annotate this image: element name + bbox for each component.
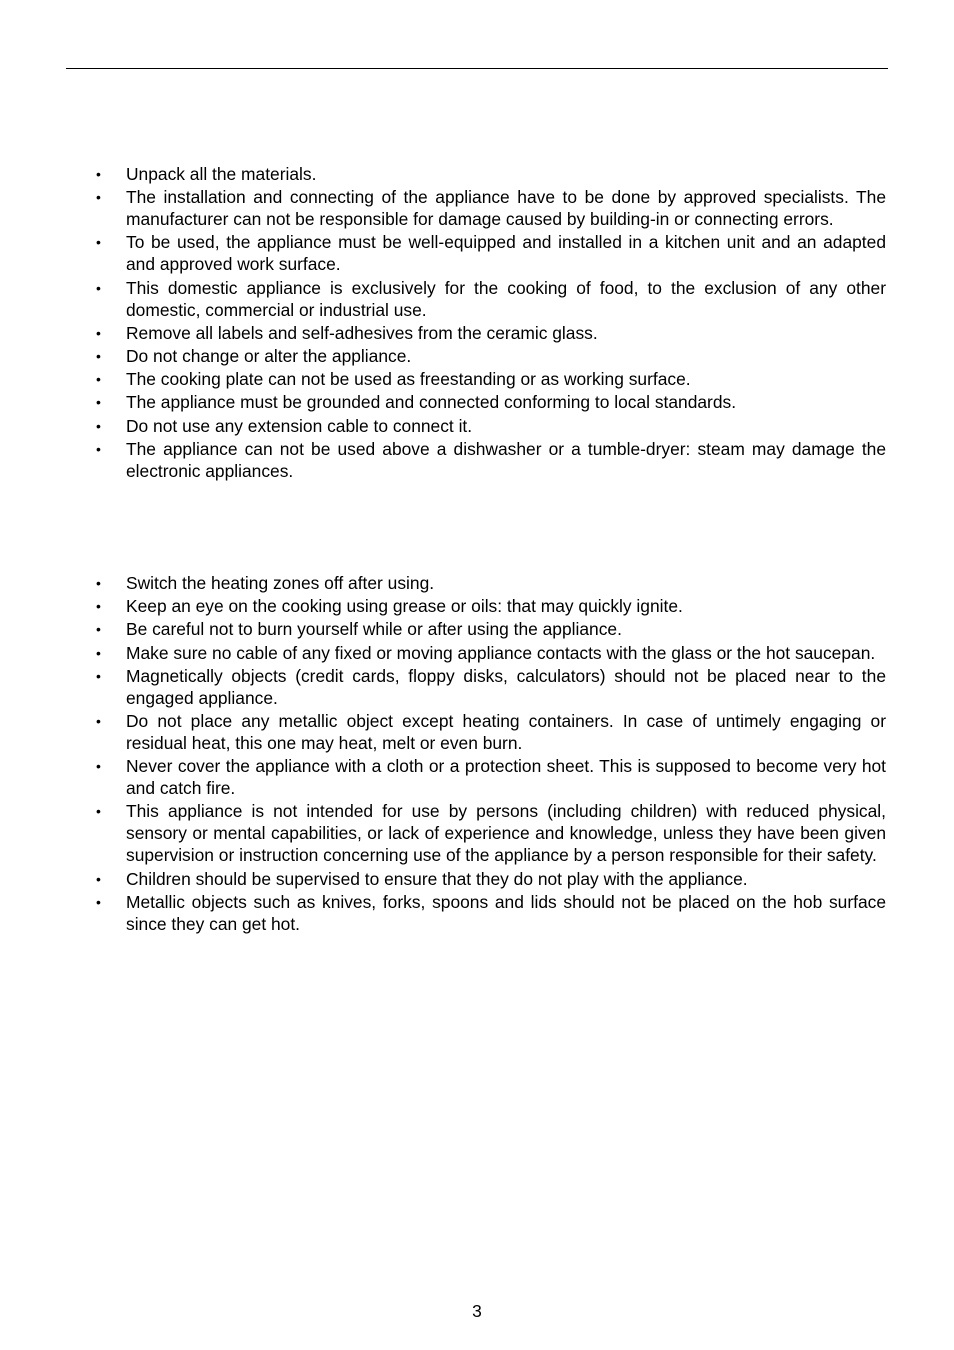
- bullet-icon: •: [96, 758, 101, 775]
- bullet-icon: •: [96, 347, 101, 364]
- list-item: • To be used, the appliance must be well-equipped and installed in a kitchen unit and an adapted and approved work surface.: [96, 232, 886, 275]
- list-item: • This domestic appliance is exclusively for the cooking of food, to the exclusion of any other domestic, commercial or industrial use.: [96, 277, 886, 320]
- bullet-icon: •: [96, 440, 101, 457]
- bullet-icon: •: [96, 189, 101, 206]
- header-divider: [66, 68, 888, 69]
- bullet-icon: •: [96, 417, 101, 434]
- list-item: • The installation and connecting of the appliance have to be done by approved specialists. The manufacturer can not be responsible for damage caused by building-in or connecting errors.: [96, 187, 886, 230]
- bullet-icon: •: [96, 621, 101, 638]
- bullet-icon: •: [96, 371, 101, 388]
- list-item: • The appliance must be grounded and connected conforming to local standards.: [96, 392, 737, 413]
- bullet-icon: •: [96, 324, 101, 341]
- list-item: • Make sure no cable of any fixed or moving appliance contacts with the glass or the hot saucepan.: [96, 642, 876, 663]
- bullet-icon: •: [96, 394, 101, 411]
- list-item: • Children should be supervised to ensure that they do not play with the appliance.: [96, 868, 748, 889]
- page-number: 3: [472, 1301, 482, 1321]
- bullet-icon: •: [96, 575, 101, 591]
- list-item: • This appliance is not intended for use by persons (including children) with reduced physical, sensory or mental capabilities, or lack of experience and knowledge, unless they have been given supervision or instruction concerning use of the appliance by a person responsible for their safety.: [96, 801, 886, 866]
- list-item: • Do not change or alter the appliance.: [96, 345, 412, 366]
- bullet-icon: •: [96, 234, 101, 251]
- list-item: • The appliance can not be used above a dishwasher or a tumble-dryer: steam may damage the electronic appliances.: [96, 438, 886, 481]
- list-item: • Metallic objects such as knives, forks, spoons and lids should not be placed on the hob surface since they can get hot.: [96, 891, 886, 934]
- bullet-icon: •: [96, 644, 101, 661]
- list-item: • Keep an eye on the cooking using grease or oils: that may quickly ignite.: [96, 596, 683, 617]
- list-item: • The cooking plate can not be used as freestanding or as working surface.: [96, 369, 691, 390]
- list-item: • Never cover the appliance with a cloth or a protection sheet. This is supposed to become very hot and catch fire.: [96, 756, 886, 799]
- bullet-icon: •: [96, 870, 101, 887]
- list-item: • Magnetically objects (credit cards, floppy disks, calculators) should not be placed near to the engaged appliance.: [96, 665, 886, 708]
- installation-precautions-list: [96, 163, 886, 483]
- bullet-icon: •: [96, 667, 101, 684]
- list-item: • Remove all labels and self-adhesives from the ceramic glass.: [96, 322, 598, 343]
- list-item: • Unpack all the materials.: [96, 164, 317, 184]
- bullet-icon: •: [96, 166, 101, 182]
- list-item: • Switch the heating zones off after using.: [96, 573, 435, 593]
- usage-precautions-list: [96, 572, 886, 936]
- bullet-icon: •: [96, 893, 101, 910]
- bullet-icon: •: [96, 598, 101, 615]
- bullet-icon: •: [96, 712, 101, 729]
- bullet-icon: •: [96, 279, 101, 296]
- list-item: • Do not use any extension cable to connect it.: [96, 415, 473, 436]
- list-item: • Do not place any metallic object except heating containers. In case of untimely engaging or residual heat, this one may heat, melt or even burn.: [96, 710, 886, 753]
- list-item: • Be careful not to burn yourself while or after using the appliance.: [96, 619, 622, 640]
- bullet-icon: •: [96, 803, 101, 820]
